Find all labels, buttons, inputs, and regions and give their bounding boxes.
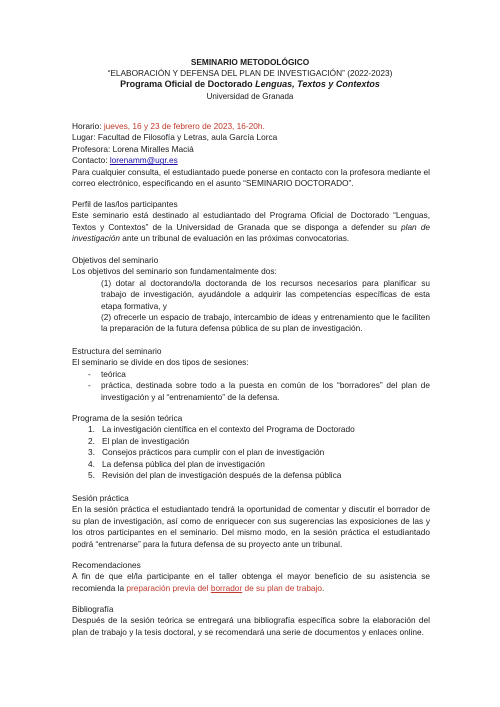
university-name: Universidad de Granada	[206, 92, 294, 102]
section-heading: Sesión práctica	[72, 493, 129, 503]
objetivos-section	[72, 255, 430, 335]
seminar-type: SEMINARIO METODOLÓGICO	[190, 57, 310, 67]
bibliografia-text: Después de la sesión teórica se entregará una bibliografía específica sobre la elaboración del plan de trabajo y la tesis doctoral, y se recomendará una serie de documentos y enlaces online.	[72, 615, 430, 637]
dash-bullet: -	[88, 380, 91, 391]
list-item: - práctica, destinada sobre todo a la puesta en común de los “borradores” del plan de investigación y al “entrenamiento” de la defensa.	[88, 380, 430, 402]
programa-section	[72, 413, 430, 481]
recomendaciones-section	[72, 560, 430, 594]
info-section	[72, 121, 430, 189]
section-heading: Bibliografía	[72, 604, 114, 614]
section-heading: Recomendaciones	[72, 560, 141, 570]
objetivos-intro: Los objetivos del seminario son fundamentalmente dos:	[72, 266, 277, 277]
programa-list	[72, 424, 430, 481]
recomendaciones-text: A fin de que el/la participante en el taller obtenga el mayor beneficio de su asistencia se recomienda la preparación previa del borrador de su plan de trabajo.	[72, 571, 430, 593]
contact-email-link[interactable]: lorenamm@ugr.es	[109, 155, 178, 166]
practica-text: En la sesión práctica el estudiantado tendrá la oportunidad de comentar y discutir el borrador de su plan de investigación, así como de enriquecer con sus sugerencias las exposiciones de las y los otros participantes en el seminario. Del mismo modo, en la sesión práctica el estudiantado podrá “entrenarse” para la futura defensa de su proyecto ante un tribunal.	[72, 504, 430, 549]
contact-note: Para cualquier consulta, el estudiantado puede ponerse en contacto con la profesora mediante el correo electrónico, especificando en el asunto “SEMINARIO DOCTORADO”.	[72, 166, 430, 189]
perfil-section	[72, 199, 430, 245]
program-name: Programa Oficial de Doctorado Lenguas, Textos y Contextos	[120, 79, 380, 90]
section-heading: Objetivos del seminario	[72, 255, 159, 265]
schedule-line: Horario: jueves, 16 y 23 de febrero de 2023, 16-20h.	[72, 121, 265, 131]
estructura-section	[72, 346, 430, 403]
list-item: 5. Revisión del plan de investigación después de la defensa pública	[88, 470, 342, 481]
perfil-text: Este seminario está destinado al estudiantado del Programa Oficial de Doctorado “Lenguas, Textos y Contextos” de la Universidad de Granada que se disponga a defender su plan de investigación ante un tribunal de evaluación en las próximas convocatorias.	[72, 210, 430, 244]
schedule-value: jueves, 16 y 23 de febrero de 2023, 16-20h.	[103, 121, 265, 131]
teacher-line: Profesora: Lorena Miralles Maciá	[72, 143, 194, 154]
contact-line: Contacto: lorenamm@ugr.es	[72, 155, 178, 166]
list-item: (2) ofrecerle un espacio de trabajo, intercambio de ideas y entrenamiento que le faciliten la preparación de la futura defensa pública de su plan de investigación.	[101, 312, 430, 334]
practica-section	[72, 493, 430, 550]
seminar-title: “ELABORACIÓN Y DEFENSA DEL PLAN DE INVESTIGACIÓN” (2022-2023)	[107, 68, 393, 79]
section-heading: Estructura del seminario	[72, 346, 162, 356]
estructura-intro: El seminario se divide en dos tipos de sesiones:	[72, 357, 249, 368]
bibliografia-section	[72, 604, 430, 638]
dash-bullet: -	[88, 368, 91, 379]
list-item: (1) dotar al doctorando/la doctoranda de los recursos necesarios para planificar su trabajo de investigación, ayudándole a adquirir las competencias específicas de esta etapa formativa, y	[101, 277, 430, 311]
list-item: 4. La defensa pública del plan de investigación	[88, 458, 265, 469]
list-item: - teórica	[88, 368, 126, 379]
objetivos-list	[72, 278, 430, 335]
section-heading: Programa de la sesión teórica	[72, 413, 183, 423]
place-line: Lugar: Facultad de Filosofía y Letras, aula García Lorca	[72, 132, 278, 143]
list-item: 2. El plan de investigación	[88, 435, 190, 446]
section-heading: Perfil de las/los participantes	[72, 199, 178, 209]
estructura-list	[72, 369, 430, 403]
document-header	[0, 57, 500, 103]
list-item: 3. Consejos prácticos para cumplir con el plan de investigación	[88, 447, 325, 458]
list-item: 1. La investigación científica en el contexto del Programa de Doctorado	[88, 424, 355, 435]
